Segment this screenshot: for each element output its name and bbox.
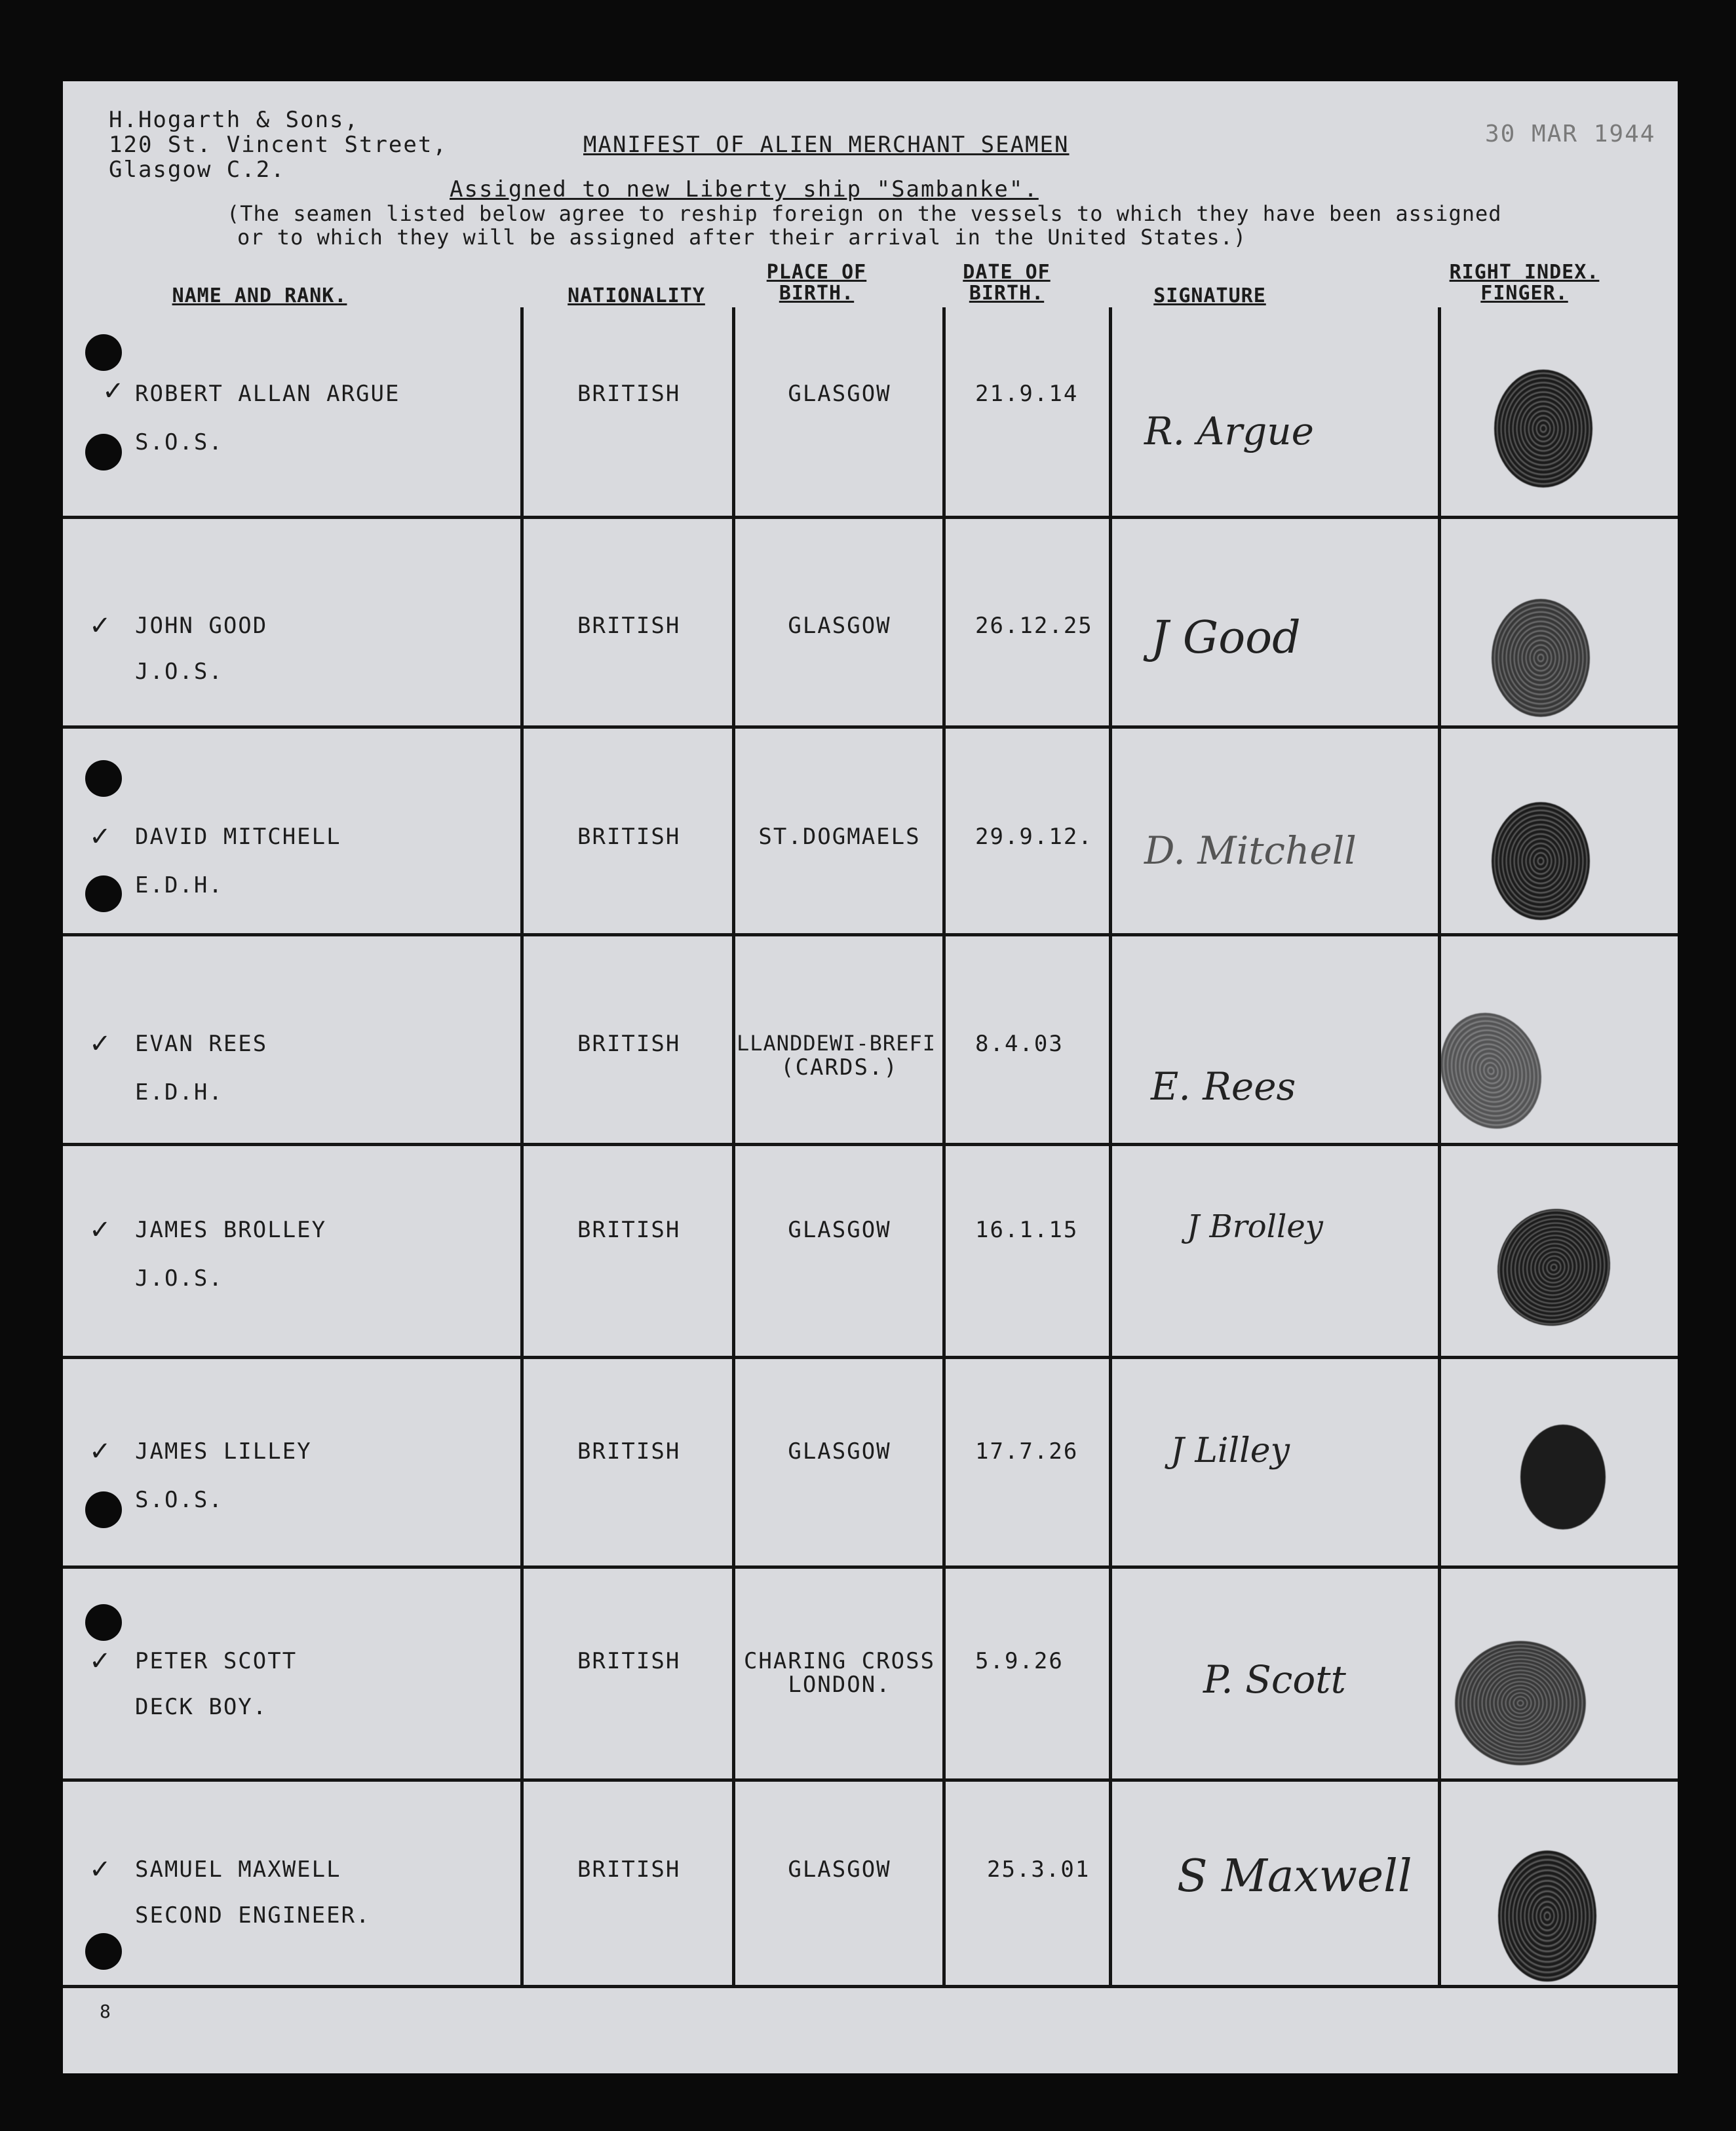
ship-assignment: Assigned to new Liberty ship "Sambanke". [450,176,1039,202]
date-of-birth: 26.12.25 [975,613,1093,639]
page-title: MANIFEST OF ALIEN MERCHANT SEAMEN [583,132,1070,158]
date-of-birth: 16.1.15 [975,1217,1079,1243]
column-divider [1109,307,1112,1988]
punch-hole [85,434,122,470]
fingerprint-image [1425,999,1558,1143]
manifest-page [63,81,1678,2073]
place-of-birth: GLASGOW [788,381,891,407]
col-header-nationality: NATIONALITY [568,284,705,307]
nationality: BRITISH [577,1217,681,1243]
nationality: BRITISH [577,381,681,407]
fingerprint-image [1455,1641,1586,1765]
check-mark: ✓ [89,1029,111,1059]
seaman-name: JAMES BROLLEY [135,1217,327,1243]
col-header-date-of-birth: DATE OF BIRTH. [963,261,1051,305]
company-name: H.Hogarth & Sons, [109,107,359,133]
company-city: Glasgow C.2. [109,157,286,183]
punch-hole [85,760,122,797]
column-divider [732,307,735,1988]
fingerprint-image [1494,370,1592,488]
signature: P. Scott [1203,1657,1346,1702]
signature: D. Mitchell [1144,828,1357,873]
date-of-birth: 29.9.12. [975,824,1093,850]
date-of-birth: 25.3.01 [987,1856,1090,1883]
seaman-rank: J.O.S. [135,659,223,685]
seaman-name: PETER SCOTT [135,1648,298,1674]
row-divider [63,1778,1678,1782]
row-divider [63,1143,1678,1146]
seaman-rank: J.O.S. [135,1265,223,1292]
seaman-rank: S.O.S. [135,1487,223,1513]
row-divider [63,1565,1678,1569]
fingerprint-image [1498,1851,1596,1982]
place-of-birth: LLANDDEWI-BREFI [737,1031,936,1056]
seaman-rank: E.D.H. [135,1079,223,1105]
column-divider [942,307,946,1988]
place-of-birth: GLASGOW [788,1217,891,1243]
seaman-rank: SECOND ENGINEER. [135,1902,371,1929]
date-of-birth: 21.9.14 [975,381,1079,407]
check-mark: ✓ [89,1646,111,1676]
punch-hole [85,1604,122,1641]
signature: J Lilley [1170,1431,1290,1470]
date-of-birth: 5.9.26 [975,1648,1064,1674]
nationality: BRITISH [577,1438,681,1465]
signature: S Maxwell [1177,1851,1412,1902]
place-of-birth: CHARING CROSS [743,1648,936,1674]
seaman-rank: E.D.H. [135,872,223,898]
nationality: BRITISH [577,613,681,639]
place-of-birth-city: LONDON. [788,1672,891,1698]
punch-hole [85,334,122,371]
check-mark: ✓ [89,1854,111,1885]
row-divider [63,516,1678,519]
nationality: BRITISH [577,824,681,850]
col-header-fingerprint: RIGHT INDEX. FINGER. [1449,261,1600,305]
signature: R. Argue [1144,409,1314,453]
place-of-birth-county: (CARDS.) [781,1054,898,1081]
place-of-birth: GLASGOW [788,1856,891,1883]
fingerprint-image [1492,802,1590,920]
seaman-name: SAMUEL MAXWELL [135,1856,341,1883]
signature: E. Rees [1151,1064,1296,1109]
seaman-rank: S.O.S. [135,429,223,455]
place-of-birth: GLASGOW [788,1438,891,1465]
company-street: 120 St. Vincent Street, [109,132,448,158]
check-mark: ✓ [89,1436,111,1467]
signature: J Good [1151,612,1301,664]
punch-hole [85,875,122,912]
fingerprint-image [1478,1191,1629,1345]
signature: J Brolley [1187,1208,1323,1245]
check-mark: ✓ [102,376,125,406]
row-divider [63,1985,1678,1988]
seaman-name: JAMES LILLEY [135,1438,312,1465]
date-of-birth: 17.7.26 [975,1438,1079,1465]
nationality: BRITISH [577,1856,681,1883]
fingerprint-image [1492,599,1590,717]
seaman-name: EVAN REES [135,1031,268,1057]
place-of-birth: ST.DOGMAELS [758,824,921,850]
page-mark: 8 [100,2001,112,2022]
seaman-rank: DECK BOY. [135,1694,268,1720]
seaman-name: DAVID MITCHELL [135,824,341,850]
punch-hole [85,1491,122,1528]
check-mark: ✓ [89,611,111,641]
agreement-note-line1: (The seamen listed below agree to reship foreign on the vessels to which they have been assigned [227,201,1502,226]
place-of-birth: GLASGOW [788,613,891,639]
row-divider [63,725,1678,729]
check-mark: ✓ [89,1215,111,1245]
row-divider [63,933,1678,936]
agreement-note-line2: or to which they will be assigned after their arrival in the United States.) [237,225,1247,250]
column-divider [1438,307,1441,1988]
row-divider [63,1356,1678,1359]
date-of-birth: 8.4.03 [975,1031,1064,1057]
col-header-place-of-birth: PLACE OF BIRTH. [766,261,867,305]
check-mark: ✓ [89,822,111,852]
fingerprint-image [1520,1425,1606,1529]
nationality: BRITISH [577,1648,681,1674]
punch-hole [85,1933,122,1970]
column-divider [520,307,524,1988]
date-stamp: 30 MAR 1944 [1485,121,1656,147]
nationality: BRITISH [577,1031,681,1057]
col-header-signature: SIGNATURE [1153,284,1266,307]
col-header-name: NAME AND RANK. [172,284,347,307]
seaman-name: ROBERT ALLAN ARGUE [135,381,400,407]
seaman-name: JOHN GOOD [135,613,268,639]
